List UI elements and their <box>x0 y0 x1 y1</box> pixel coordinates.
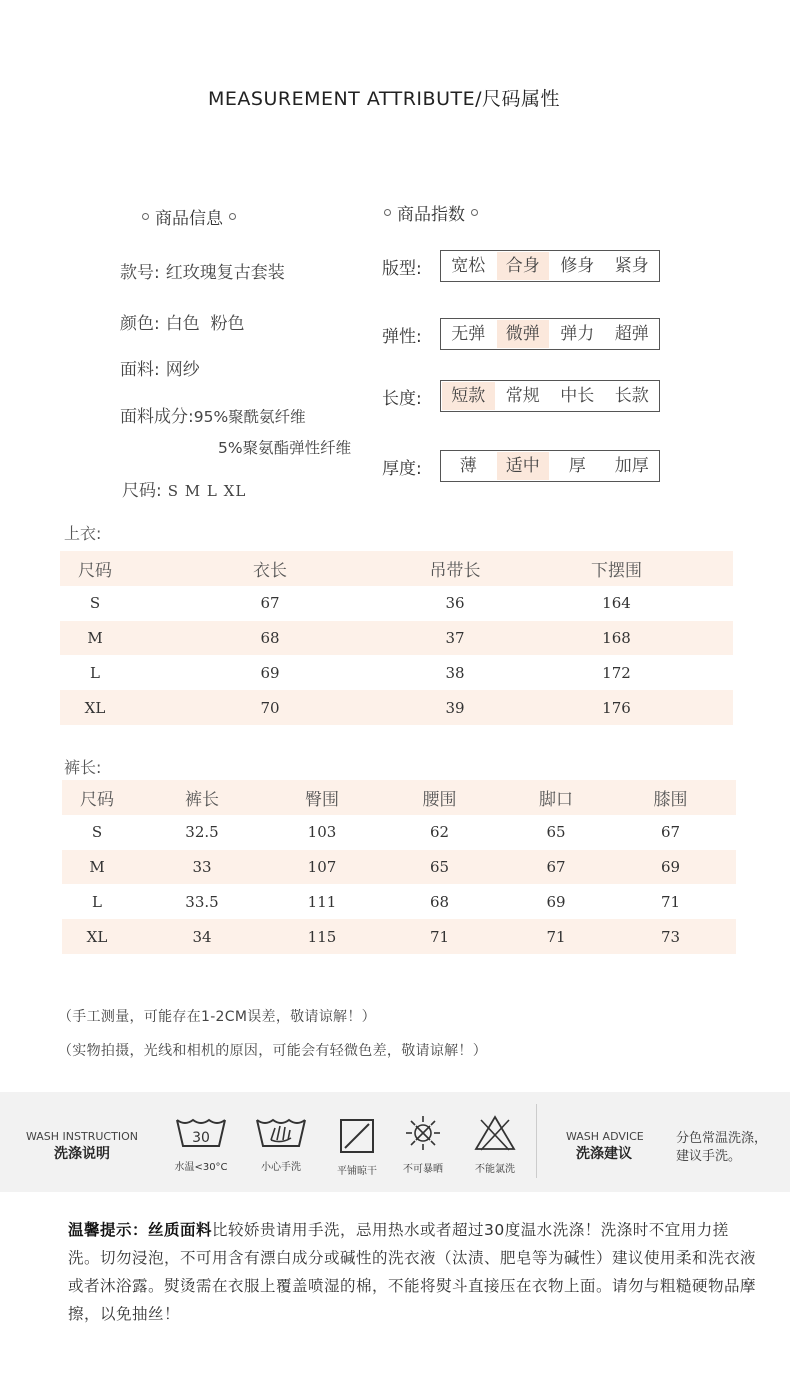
wash-30-icon: 30 水温<30°C <box>168 1114 234 1173</box>
index-row <box>382 250 660 282</box>
tip-bold: 丝质面料 <box>148 1221 213 1239</box>
note-measurement: （手工测量，可能存在1-2CM误差，敬请谅解！） <box>58 1009 376 1025</box>
table-row <box>60 655 733 690</box>
table-cell: 37 <box>410 621 500 656</box>
table-header-row <box>60 551 733 586</box>
index-options-box <box>440 450 660 482</box>
table-cell: 38 <box>445 663 465 682</box>
table-cell: S <box>91 823 103 842</box>
no-bleach-icon: 不能氯洗 <box>462 1114 528 1175</box>
tip-text: 比较娇贵请用手洗，忌用热水或者超过30度温水洗涤！洗涤时不宜用力搓洗。切勿浸泡，不可用含有漂白成分或碱性的洗衣液（汰渍、肥皂等为碱性）建议使用柔和洗衣液或者沐浴露。熨烫需在衣服上覆盖喷湿的棉，不能将熨斗直接压在衣物上面。请勿与粗糙硬物品摩擦，以免抽丝！ <box>68 1221 757 1323</box>
table-cell: 67 <box>260 594 280 613</box>
index-option: 中长 <box>560 386 595 406</box>
index-row <box>382 380 660 412</box>
table-cell: 107 <box>272 850 372 885</box>
table-cell: 67 <box>507 850 605 885</box>
table-header-row <box>62 780 736 815</box>
bullet-icon <box>229 213 236 220</box>
index-options-box <box>440 318 660 350</box>
table-cell: 62 <box>429 823 450 842</box>
pants-size-table <box>62 780 736 954</box>
table-header-cell: 裤长 <box>132 780 272 815</box>
index-option: 修身 <box>560 256 595 276</box>
table-header-cell: 脚口 <box>507 780 605 815</box>
table-cell: 36 <box>445 594 465 613</box>
tip-prefix: 温馨提示： <box>68 1221 149 1239</box>
table-cell: 172 <box>602 663 631 682</box>
color-info: 颜色: 白色 粉色 <box>120 314 245 334</box>
table-cell: 34 <box>132 919 272 954</box>
index-option-selected: 短款 <box>442 382 495 410</box>
table-cell: 32.5 <box>185 823 219 842</box>
table-header-cell: 尺码 <box>62 780 132 815</box>
table-cell: 71 <box>507 919 605 954</box>
index-option: 加厚 <box>614 456 649 476</box>
table-cell: 71 <box>372 919 507 954</box>
table-cell: 69 <box>260 663 280 682</box>
table-cell: 33 <box>132 850 272 885</box>
table-cell: 68 <box>429 892 450 911</box>
index-option: 厚 <box>568 456 586 476</box>
table-cell: 39 <box>410 690 500 725</box>
care-tip <box>68 1216 758 1328</box>
table-cell: M <box>60 621 130 656</box>
table-cell: 69 <box>605 850 736 885</box>
table-row <box>62 850 736 885</box>
table-cell: 33.5 <box>185 892 219 911</box>
table-cell: 168 <box>500 621 733 656</box>
table-row <box>62 919 736 954</box>
index-option-selected: 合身 <box>497 252 550 280</box>
table-cell: 69 <box>546 892 566 911</box>
table-cell: 73 <box>605 919 736 954</box>
table-cell: M <box>62 850 132 885</box>
size-list: 尺码: S M L XL <box>122 481 247 501</box>
svg-text:30: 30 <box>192 1130 210 1146</box>
style-no: 款号: 红玫瑰复古套装 <box>120 263 285 283</box>
table-header-cell: 衣长 <box>130 551 410 586</box>
table-cell: 115 <box>272 919 372 954</box>
table-header-cell: 臀围 <box>272 780 372 815</box>
wash-instruction-bar <box>0 1092 790 1192</box>
index-options-box <box>440 250 660 282</box>
index-option: 薄 <box>459 456 477 476</box>
hand-wash-icon: 小心手洗 <box>248 1114 314 1173</box>
wash-advice-title: WASH ADVICE 洗涤建议 <box>566 1130 644 1162</box>
table-cell: 70 <box>130 690 410 725</box>
table-row <box>60 690 733 725</box>
index-row-label: 厚度: <box>382 458 422 479</box>
bullet-icon <box>142 213 149 220</box>
index-option-selected: 适中 <box>497 452 550 480</box>
composition-info: 面料成分:95%聚酰氨纤维 <box>120 407 306 427</box>
page-title: MEASUREMENT ATTRIBUTE/尺码属性 <box>208 88 560 110</box>
no-sun-dry-icon: 不可暴晒 <box>390 1114 456 1175</box>
top-table-label: 上衣: <box>64 524 102 543</box>
index-option: 常规 <box>505 386 540 406</box>
fabric-info: 面料: 网纱 <box>120 360 200 380</box>
bullet-icon <box>384 209 391 216</box>
product-index-heading: 商品指数 <box>384 200 478 225</box>
index-row <box>382 318 660 350</box>
table-cell: XL <box>62 919 132 954</box>
table-cell: 67 <box>660 823 681 842</box>
pants-table-label: 裤长: <box>64 758 102 777</box>
top-size-table <box>60 551 733 725</box>
index-options-box <box>440 380 660 412</box>
table-header-cell: 膝围 <box>605 780 736 815</box>
table-row <box>62 884 736 919</box>
table-cell: L <box>92 892 102 911</box>
table-cell: 71 <box>660 892 681 911</box>
table-cell: L <box>90 663 100 682</box>
index-row <box>382 450 660 482</box>
divider <box>536 1104 537 1178</box>
composition-line2: 5%聚氨酯弹性纤维 <box>218 439 352 457</box>
index-option: 紧身 <box>614 256 649 276</box>
index-option: 无弹 <box>451 324 486 344</box>
table-cell: XL <box>60 690 130 725</box>
product-info-heading: 商品信息 <box>142 204 236 229</box>
table-cell: 111 <box>307 892 337 911</box>
table-row <box>62 815 736 850</box>
table-cell: S <box>89 594 101 613</box>
table-cell: 103 <box>307 823 337 842</box>
wash-advice-text: 分色常温洗涤， 建议手洗。 <box>676 1131 768 1164</box>
table-cell: 65 <box>546 823 566 842</box>
index-option-selected: 微弹 <box>497 320 550 348</box>
index-option: 宽松 <box>451 256 486 276</box>
table-header-cell: 下摆围 <box>500 551 733 586</box>
table-row <box>60 621 733 656</box>
table-header-cell: 吊带长 <box>410 551 500 586</box>
wash-instruction-title: WASH INSTRUCTION 洗涤说明 <box>26 1130 138 1162</box>
table-cell: 68 <box>130 621 410 656</box>
flat-dry-icon: 平铺晾干 <box>324 1118 390 1177</box>
index-option: 长款 <box>614 386 649 406</box>
table-cell: 176 <box>500 690 733 725</box>
note-color: （实物拍摄，光线和相机的原因，可能会有轻微色差，敬请谅解！） <box>58 1043 487 1059</box>
bullet-icon <box>471 209 478 216</box>
table-header-cell: 腰围 <box>372 780 507 815</box>
index-option: 超弹 <box>614 324 649 344</box>
table-row <box>60 586 733 621</box>
table-header-cell: 尺码 <box>60 551 130 586</box>
index-row-label: 弹性: <box>382 326 422 347</box>
index-option: 弹力 <box>560 324 595 344</box>
index-row-label: 版型: <box>382 258 422 279</box>
index-row-label: 长度: <box>382 388 422 409</box>
table-cell: 65 <box>372 850 507 885</box>
table-cell: 164 <box>602 594 631 613</box>
